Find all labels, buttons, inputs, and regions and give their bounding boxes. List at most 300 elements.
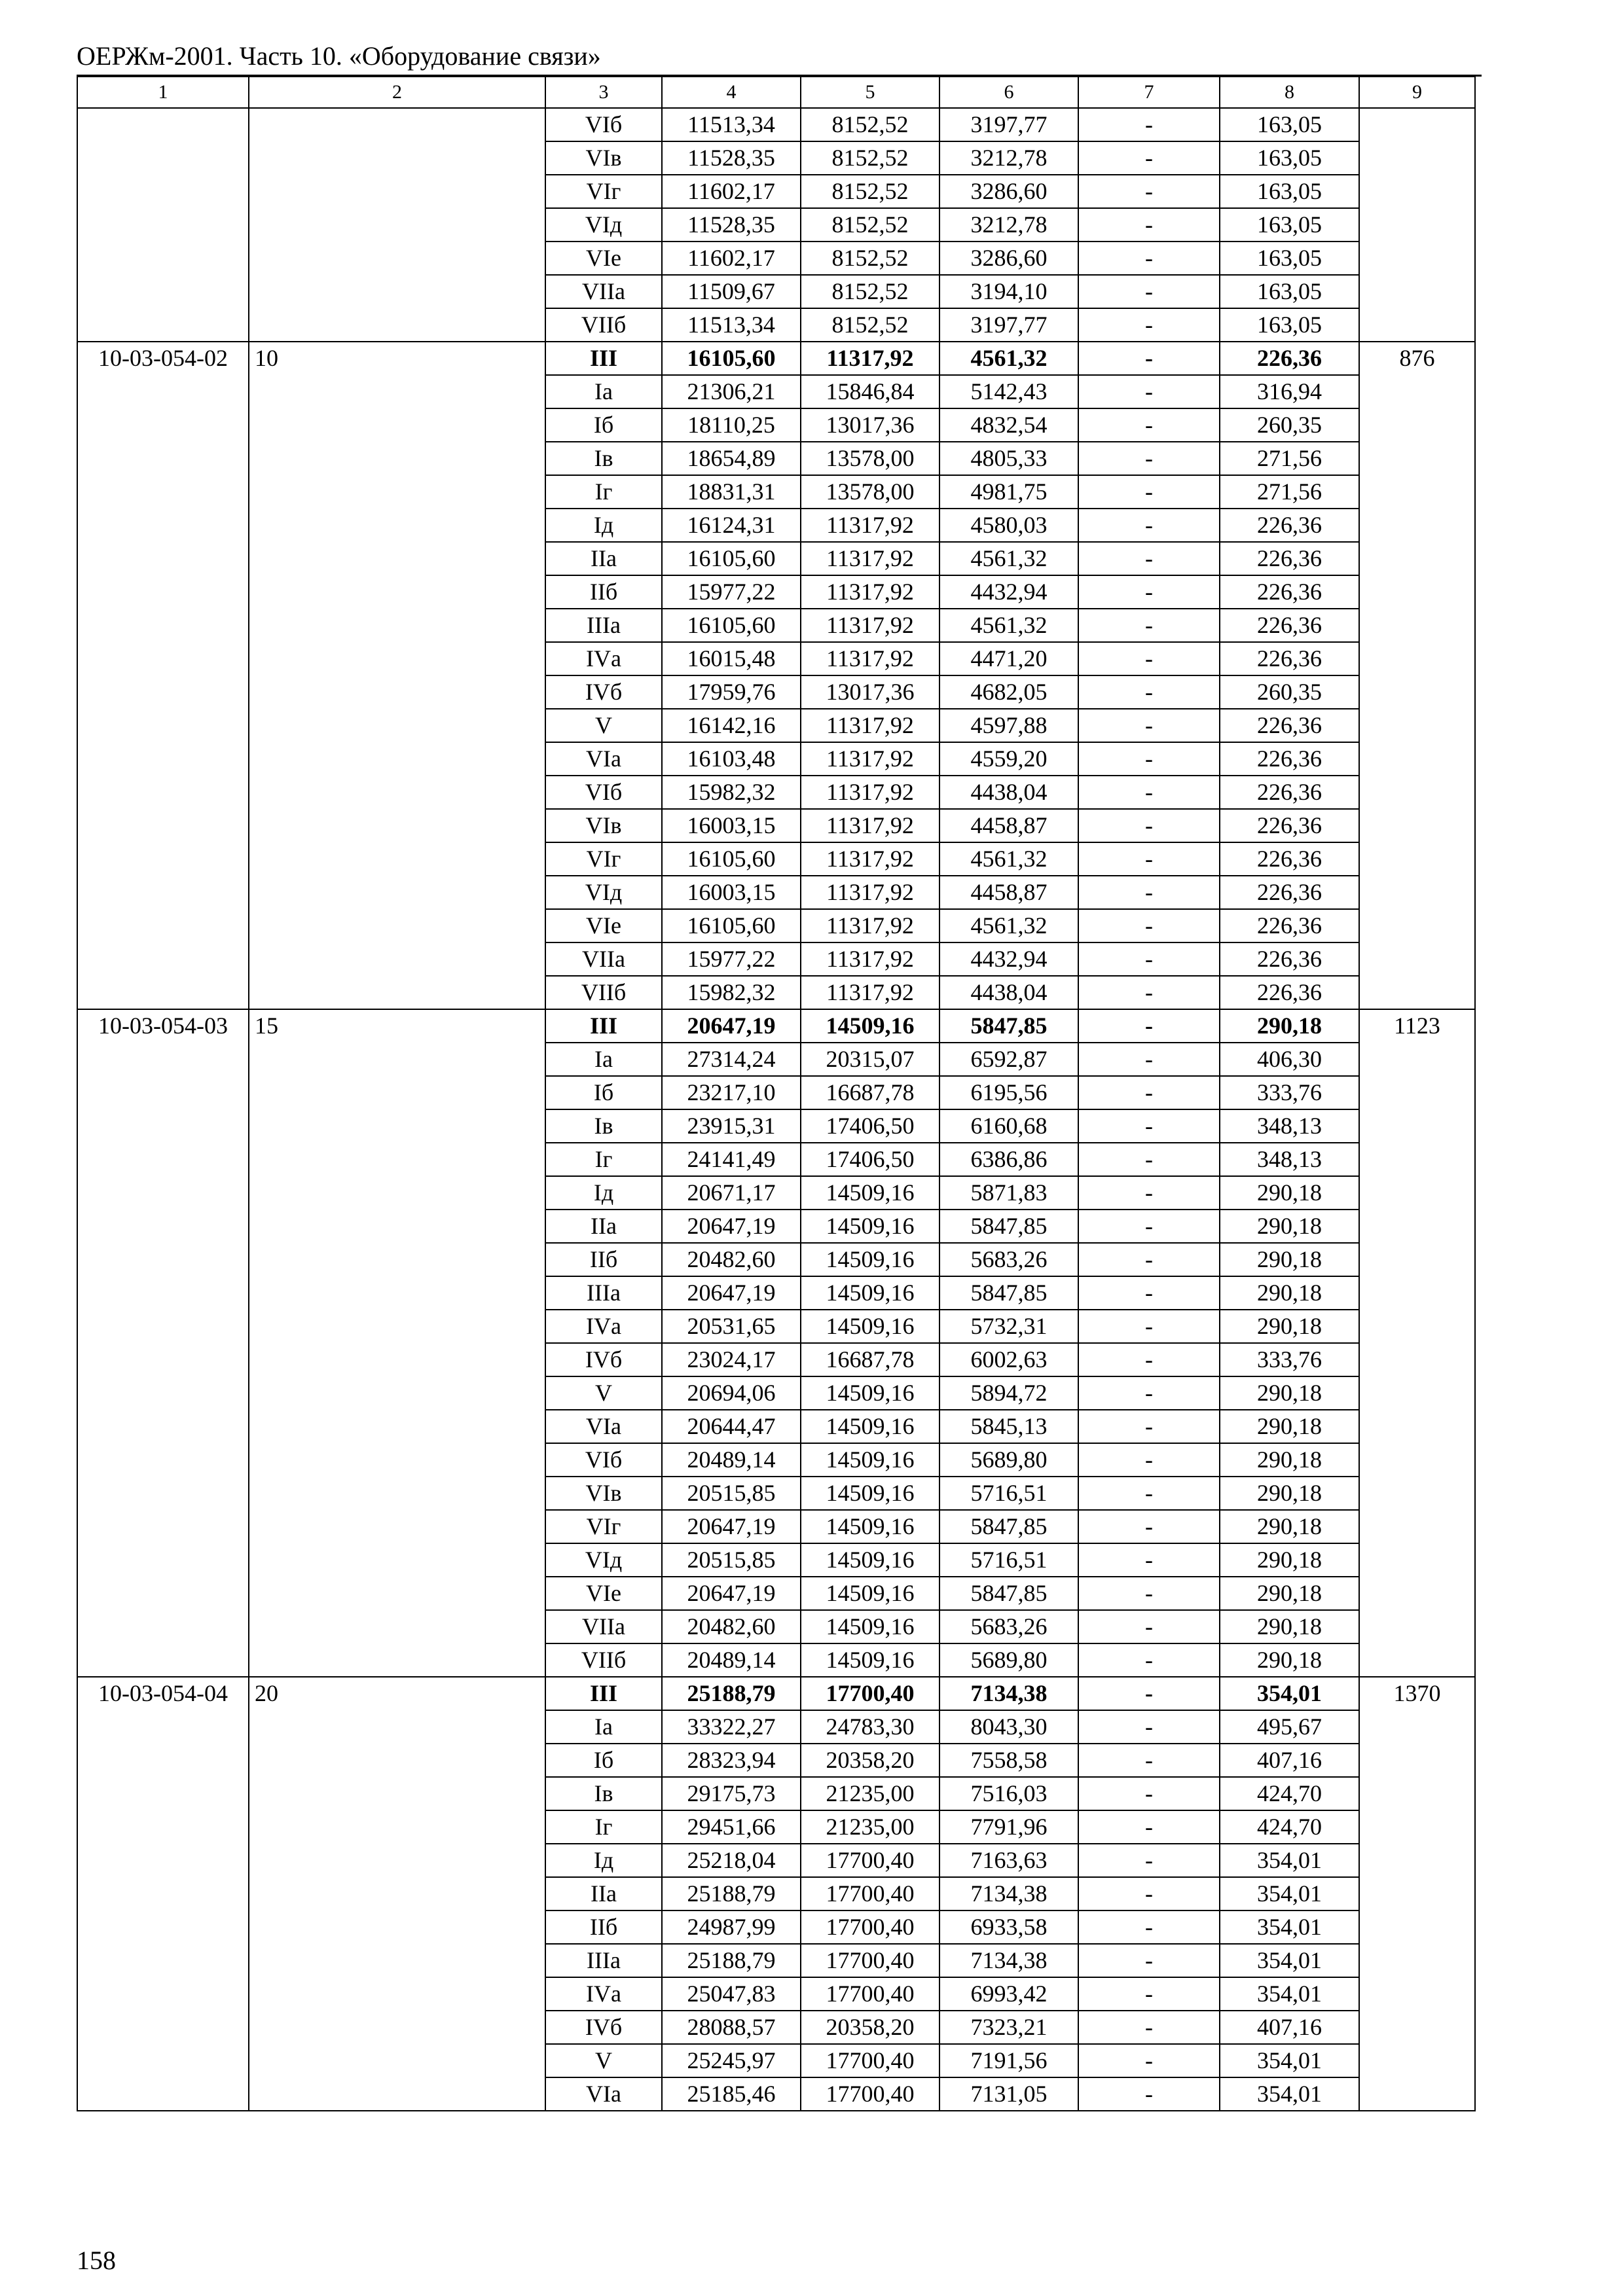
category-cell: VIIб <box>545 976 662 1009</box>
parameter-cell <box>249 742 545 776</box>
cost-component-cell: 8152,52 <box>801 275 939 308</box>
cost-component-cell: 11317,92 <box>801 876 939 909</box>
parameter-cell <box>249 475 545 509</box>
price-code-cell <box>77 242 249 275</box>
category-cell: Iа <box>545 1043 662 1076</box>
parameter-cell <box>249 776 545 809</box>
table-row <box>77 1443 1475 1477</box>
parameter-cell <box>249 1477 545 1510</box>
table-row <box>77 642 1475 675</box>
parameter-cell <box>249 1109 545 1143</box>
cost-component-cell: 3197,77 <box>939 308 1078 342</box>
category-cell: Iд <box>545 1844 662 1877</box>
cost-component-cell: 6993,42 <box>939 1977 1078 2011</box>
table-row <box>77 1510 1475 1543</box>
cost-component-cell: - <box>1078 1143 1220 1176</box>
cost-component-cell: 13017,36 <box>801 675 939 709</box>
price-code-cell <box>77 776 249 809</box>
cost-component-cell: 6386,86 <box>939 1143 1078 1176</box>
parameter-cell <box>249 1143 545 1176</box>
price-code-cell <box>77 675 249 709</box>
total-cost-cell: 15977,22 <box>662 942 801 976</box>
labor-cell <box>1359 1477 1475 1510</box>
total-cost-cell: 28088,57 <box>662 2011 801 2044</box>
cost-component-cell: 17406,50 <box>801 1109 939 1143</box>
labor-cell <box>1359 909 1475 942</box>
cost-component-cell: 13578,00 <box>801 442 939 475</box>
total-cost-cell: 20489,14 <box>662 1443 801 1477</box>
total-cost-cell: 27314,24 <box>662 1043 801 1076</box>
cost-component-cell: 7131,05 <box>939 2077 1078 2111</box>
total-cost-cell: 16142,16 <box>662 709 801 742</box>
cost-component-cell: - <box>1078 1877 1220 1910</box>
cost-component-cell: 4458,87 <box>939 876 1078 909</box>
cost-component-cell: 14509,16 <box>801 1009 939 1043</box>
cost-component-cell: 7134,38 <box>939 1877 1078 1910</box>
cost-component-cell: - <box>1078 141 1220 175</box>
category-cell: Iв <box>545 442 662 475</box>
parameter-cell <box>249 1844 545 1877</box>
category-cell: Iд <box>545 509 662 542</box>
parameter-cell <box>249 809 545 842</box>
cost-component-cell: - <box>1078 542 1220 575</box>
cost-component-cell: 11317,92 <box>801 909 939 942</box>
total-cost-cell: 11528,35 <box>662 141 801 175</box>
column-number: 1 <box>77 77 249 108</box>
cost-component-cell: 6160,68 <box>939 1109 1078 1143</box>
cost-component-cell: 7558,58 <box>939 1744 1078 1777</box>
cost-component-cell: 11317,92 <box>801 342 939 375</box>
table-row <box>77 1009 1475 1043</box>
category-cell: Iг <box>545 1810 662 1844</box>
category-cell: VIIб <box>545 308 662 342</box>
cost-component-cell: 271,56 <box>1220 442 1359 475</box>
cost-component-cell: - <box>1078 1443 1220 1477</box>
parameter-cell <box>249 909 545 942</box>
cost-component-cell: 11317,92 <box>801 976 939 1009</box>
total-cost-cell: 18654,89 <box>662 442 801 475</box>
cost-component-cell: 4561,32 <box>939 342 1078 375</box>
cost-component-cell: - <box>1078 308 1220 342</box>
table-row <box>77 2044 1475 2077</box>
total-cost-cell: 16003,15 <box>662 876 801 909</box>
parameter-cell <box>249 1643 545 1677</box>
cost-component-cell: 226,36 <box>1220 876 1359 909</box>
table-row <box>77 175 1475 208</box>
category-cell: IIа <box>545 542 662 575</box>
parameter-cell <box>249 1510 545 1543</box>
table-row <box>77 575 1475 609</box>
category-cell: III <box>545 1677 662 1710</box>
column-number-row <box>77 77 1475 108</box>
labor-cell <box>1359 609 1475 642</box>
category-cell: IVа <box>545 1310 662 1343</box>
cost-component-cell: 4682,05 <box>939 675 1078 709</box>
table-row <box>77 976 1475 1009</box>
parameter-cell <box>249 1276 545 1310</box>
labor-cell <box>1359 2011 1475 2044</box>
rates-table <box>77 76 1476 2111</box>
cost-component-cell: 4580,03 <box>939 509 1078 542</box>
price-code-cell <box>77 475 249 509</box>
total-cost-cell: 25188,79 <box>662 1877 801 1910</box>
parameter-cell <box>249 1610 545 1643</box>
table-row <box>77 1276 1475 1310</box>
cost-component-cell: - <box>1078 1076 1220 1109</box>
cost-component-cell: 15846,84 <box>801 375 939 408</box>
table-row <box>77 442 1475 475</box>
parameter-cell <box>249 942 545 976</box>
total-cost-cell: 16105,60 <box>662 342 801 375</box>
cost-component-cell: 163,05 <box>1220 108 1359 141</box>
cost-component-cell: 5142,43 <box>939 375 1078 408</box>
labor-cell <box>1359 1577 1475 1610</box>
total-cost-cell: 18110,25 <box>662 408 801 442</box>
total-cost-cell: 17959,76 <box>662 675 801 709</box>
labor-cell <box>1359 1376 1475 1410</box>
table-row <box>77 876 1475 909</box>
price-code-cell <box>77 509 249 542</box>
parameter-cell <box>249 509 545 542</box>
cost-component-cell: 17700,40 <box>801 1877 939 1910</box>
cost-component-cell: 495,67 <box>1220 1710 1359 1744</box>
labor-cell <box>1359 575 1475 609</box>
total-cost-cell: 20647,19 <box>662 1210 801 1243</box>
labor-cell <box>1359 1143 1475 1176</box>
parameter-cell <box>249 1710 545 1744</box>
cost-component-cell: - <box>1078 1009 1220 1043</box>
price-code-cell <box>77 1343 249 1376</box>
cost-component-cell: 7191,56 <box>939 2044 1078 2077</box>
category-cell: IVа <box>545 1977 662 2011</box>
labor-cell <box>1359 1543 1475 1577</box>
total-cost-cell: 20531,65 <box>662 1310 801 1343</box>
category-cell: VIа <box>545 1410 662 1443</box>
total-cost-cell: 18831,31 <box>662 475 801 509</box>
column-number: 4 <box>662 77 801 108</box>
total-cost-cell: 20515,85 <box>662 1543 801 1577</box>
cost-component-cell: - <box>1078 375 1220 408</box>
parameter-cell <box>249 2011 545 2044</box>
cost-component-cell: - <box>1078 1109 1220 1143</box>
cost-component-cell: 5689,80 <box>939 1643 1078 1677</box>
table-row <box>77 709 1475 742</box>
table-row <box>77 1376 1475 1410</box>
labor-cell <box>1359 1710 1475 1744</box>
table-row <box>77 1777 1475 1810</box>
price-code-cell <box>77 1477 249 1510</box>
price-code-cell <box>77 1243 249 1276</box>
cost-component-cell: 226,36 <box>1220 609 1359 642</box>
cost-component-cell: 5847,85 <box>939 1510 1078 1543</box>
category-cell: VIд <box>545 208 662 242</box>
cost-component-cell: 17700,40 <box>801 1910 939 1944</box>
cost-component-cell: - <box>1078 1543 1220 1577</box>
cost-component-cell: - <box>1078 475 1220 509</box>
category-cell: VIг <box>545 1510 662 1543</box>
cost-component-cell: 290,18 <box>1220 1543 1359 1577</box>
labor-cell <box>1359 2044 1475 2077</box>
cost-component-cell: 226,36 <box>1220 742 1359 776</box>
cost-component-cell: 226,36 <box>1220 575 1359 609</box>
cost-component-cell: 226,36 <box>1220 809 1359 842</box>
cost-component-cell: - <box>1078 1977 1220 2011</box>
page-header <box>77 38 1482 75</box>
total-cost-cell: 23024,17 <box>662 1343 801 1376</box>
price-code-cell <box>77 1076 249 1109</box>
parameter-cell <box>249 575 545 609</box>
cost-component-cell: 11317,92 <box>801 542 939 575</box>
total-cost-cell: 25188,79 <box>662 1677 801 1710</box>
total-cost-cell: 15982,32 <box>662 776 801 809</box>
table-row <box>77 1677 1475 1710</box>
parameter-cell <box>249 609 545 642</box>
category-cell: VIа <box>545 742 662 776</box>
price-code-cell <box>77 976 249 1009</box>
cost-component-cell: - <box>1078 208 1220 242</box>
total-cost-cell: 11509,67 <box>662 275 801 308</box>
column-number: 2 <box>249 77 545 108</box>
labor-cell <box>1359 408 1475 442</box>
total-cost-cell: 20647,19 <box>662 1577 801 1610</box>
price-code-cell <box>77 709 249 742</box>
parameter-cell <box>249 1777 545 1810</box>
cost-component-cell: 11317,92 <box>801 709 939 742</box>
cost-component-cell: 316,94 <box>1220 375 1359 408</box>
category-cell: VIIа <box>545 1610 662 1643</box>
labor-cell <box>1359 442 1475 475</box>
table-row <box>77 1543 1475 1577</box>
cost-component-cell: 5845,13 <box>939 1410 1078 1443</box>
table-row <box>77 509 1475 542</box>
labor-cell <box>1359 2077 1475 2111</box>
cost-component-cell: 14509,16 <box>801 1510 939 1543</box>
cost-component-cell: 3197,77 <box>939 108 1078 141</box>
cost-component-cell: 4805,33 <box>939 442 1078 475</box>
cost-component-cell: 17700,40 <box>801 1677 939 1710</box>
cost-component-cell: 8152,52 <box>801 308 939 342</box>
parameter-cell <box>249 242 545 275</box>
cost-component-cell: 13017,36 <box>801 408 939 442</box>
cost-component-cell: 5871,83 <box>939 1176 1078 1210</box>
table-row <box>77 1577 1475 1610</box>
cost-component-cell: - <box>1078 2011 1220 2044</box>
cost-component-cell: 260,35 <box>1220 675 1359 709</box>
total-cost-cell: 24141,49 <box>662 1143 801 1176</box>
cost-component-cell: - <box>1078 1744 1220 1777</box>
labor-cell <box>1359 1510 1475 1543</box>
table-row <box>77 1343 1475 1376</box>
cost-component-cell: 8152,52 <box>801 208 939 242</box>
category-cell: VIе <box>545 909 662 942</box>
price-code-cell <box>77 1777 249 1810</box>
price-code-cell <box>77 876 249 909</box>
labor-cell <box>1359 1910 1475 1944</box>
cost-component-cell: 290,18 <box>1220 1577 1359 1610</box>
parameter-cell <box>249 2044 545 2077</box>
cost-component-cell: 14509,16 <box>801 1443 939 1477</box>
table-row <box>77 1410 1475 1443</box>
parameter-cell <box>249 1543 545 1577</box>
table-row <box>77 108 1475 141</box>
cost-component-cell: - <box>1078 442 1220 475</box>
parameter-cell <box>249 1376 545 1410</box>
cost-component-cell: 4432,94 <box>939 575 1078 609</box>
category-cell: Iб <box>545 408 662 442</box>
cost-component-cell: - <box>1078 1510 1220 1543</box>
cost-component-cell: 16687,78 <box>801 1076 939 1109</box>
cost-component-cell: 4561,32 <box>939 842 1078 876</box>
cost-component-cell: 3286,60 <box>939 242 1078 275</box>
cost-component-cell: - <box>1078 942 1220 976</box>
table-row <box>77 1810 1475 1844</box>
parameter-cell <box>249 1944 545 1977</box>
table-row <box>77 208 1475 242</box>
price-code-cell <box>77 1810 249 1844</box>
category-cell: IIб <box>545 575 662 609</box>
cost-component-cell: 290,18 <box>1220 1410 1359 1443</box>
labor-cell: 1370 <box>1359 1677 1475 1710</box>
labor-cell <box>1359 742 1475 776</box>
category-cell: IVа <box>545 642 662 675</box>
category-cell: IIб <box>545 1243 662 1276</box>
cost-component-cell: 11317,92 <box>801 742 939 776</box>
cost-component-cell: 7323,21 <box>939 2011 1078 2044</box>
table-row <box>77 1243 1475 1276</box>
category-cell: VIв <box>545 141 662 175</box>
labor-cell <box>1359 942 1475 976</box>
table-row <box>77 1610 1475 1643</box>
cost-component-cell: 163,05 <box>1220 208 1359 242</box>
cost-component-cell: 17700,40 <box>801 1844 939 1877</box>
parameter-cell: 15 <box>249 1009 545 1043</box>
total-cost-cell: 16003,15 <box>662 809 801 842</box>
parameter-cell <box>249 709 545 742</box>
labor-cell <box>1359 175 1475 208</box>
cost-component-cell: 354,01 <box>1220 1844 1359 1877</box>
parameter-cell <box>249 2077 545 2111</box>
table-row <box>77 776 1475 809</box>
labor-cell <box>1359 1777 1475 1810</box>
cost-component-cell: 8152,52 <box>801 141 939 175</box>
cost-component-cell: 7791,96 <box>939 1810 1078 1844</box>
cost-component-cell: 3212,78 <box>939 141 1078 175</box>
cost-component-cell: - <box>1078 1276 1220 1310</box>
cost-component-cell: 348,13 <box>1220 1143 1359 1176</box>
cost-component-cell: 163,05 <box>1220 242 1359 275</box>
column-number: 8 <box>1220 77 1359 108</box>
table-row <box>77 942 1475 976</box>
total-cost-cell: 11513,34 <box>662 308 801 342</box>
cost-component-cell: 3212,78 <box>939 208 1078 242</box>
cost-component-cell: 354,01 <box>1220 1944 1359 1977</box>
cost-component-cell: 4438,04 <box>939 776 1078 809</box>
category-cell: Iа <box>545 1710 662 1744</box>
price-code-cell <box>77 2044 249 2077</box>
cost-component-cell: 17700,40 <box>801 2077 939 2111</box>
cost-component-cell: 407,16 <box>1220 1744 1359 1777</box>
table-row <box>77 308 1475 342</box>
parameter-cell <box>249 108 545 141</box>
price-code-cell <box>77 742 249 776</box>
price-code-cell <box>77 942 249 976</box>
table-row <box>77 141 1475 175</box>
cost-component-cell: - <box>1078 1677 1220 1710</box>
cost-component-cell: 5732,31 <box>939 1310 1078 1343</box>
cost-component-cell: 7516,03 <box>939 1777 1078 1810</box>
cost-component-cell: - <box>1078 1577 1220 1610</box>
table-row <box>77 1744 1475 1777</box>
total-cost-cell: 16105,60 <box>662 609 801 642</box>
cost-component-cell: - <box>1078 1910 1220 1944</box>
table-row <box>77 1944 1475 1977</box>
labor-cell <box>1359 1310 1475 1343</box>
price-code-cell <box>77 1510 249 1543</box>
price-code-cell <box>77 2077 249 2111</box>
cost-component-cell: 226,36 <box>1220 942 1359 976</box>
total-cost-cell: 20644,47 <box>662 1410 801 1443</box>
category-cell: VIг <box>545 842 662 876</box>
cost-component-cell: 8152,52 <box>801 242 939 275</box>
labor-cell <box>1359 1243 1475 1276</box>
price-code-cell <box>77 375 249 408</box>
cost-component-cell: 290,18 <box>1220 1477 1359 1510</box>
cost-component-cell: 14509,16 <box>801 1543 939 1577</box>
price-code-cell <box>77 642 249 675</box>
price-code-cell <box>77 842 249 876</box>
cost-component-cell: 4438,04 <box>939 976 1078 1009</box>
cost-component-cell: 4561,32 <box>939 909 1078 942</box>
cost-component-cell: 290,18 <box>1220 1210 1359 1243</box>
total-cost-cell: 25185,46 <box>662 2077 801 2111</box>
cost-component-cell: - <box>1078 742 1220 776</box>
cost-component-cell: 5847,85 <box>939 1577 1078 1610</box>
cost-component-cell: 14509,16 <box>801 1243 939 1276</box>
labor-cell <box>1359 242 1475 275</box>
labor-cell <box>1359 1977 1475 2011</box>
cost-component-cell: 290,18 <box>1220 1176 1359 1210</box>
price-code-cell <box>77 1276 249 1310</box>
cost-component-cell: 226,36 <box>1220 976 1359 1009</box>
cost-component-cell: 21235,00 <box>801 1777 939 1810</box>
total-cost-cell: 25245,97 <box>662 2044 801 2077</box>
category-cell: IVб <box>545 2011 662 2044</box>
table-row <box>77 242 1475 275</box>
price-code-cell <box>77 1744 249 1777</box>
price-code-cell <box>77 275 249 308</box>
labor-cell <box>1359 141 1475 175</box>
parameter-cell <box>249 1176 545 1210</box>
labor-cell <box>1359 709 1475 742</box>
cost-component-cell: 5894,72 <box>939 1376 1078 1410</box>
cost-component-cell: - <box>1078 1710 1220 1744</box>
total-cost-cell: 15982,32 <box>662 976 801 1009</box>
category-cell: Iб <box>545 1744 662 1777</box>
parameter-cell <box>249 642 545 675</box>
price-code-cell <box>77 2011 249 2044</box>
parameter-cell <box>249 1410 545 1443</box>
table-row <box>77 609 1475 642</box>
labor-cell <box>1359 1176 1475 1210</box>
labor-cell <box>1359 976 1475 1009</box>
category-cell: V <box>545 2044 662 2077</box>
category-cell: IIа <box>545 1210 662 1243</box>
table-row <box>77 2011 1475 2044</box>
price-code-cell <box>77 1577 249 1610</box>
price-code-cell: 10-03-054-04 <box>77 1677 249 1710</box>
cost-component-cell: 4981,75 <box>939 475 1078 509</box>
total-cost-cell: 25047,83 <box>662 1977 801 2011</box>
